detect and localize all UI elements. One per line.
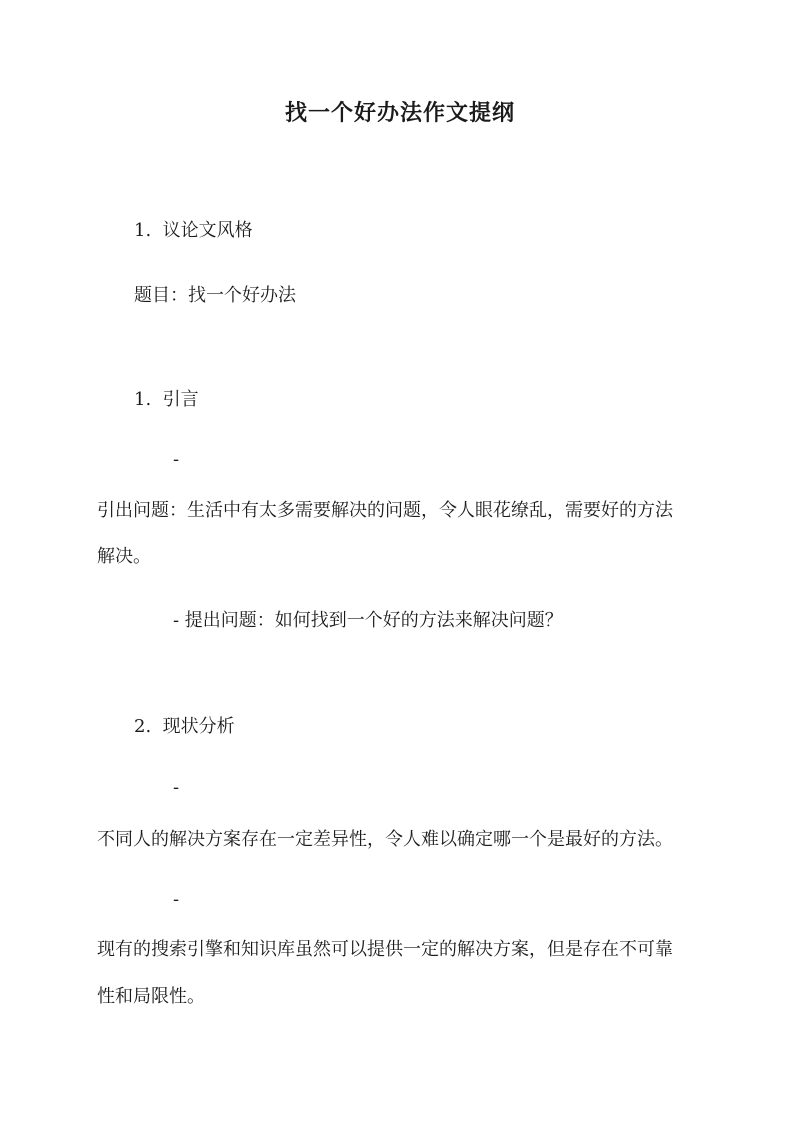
section2-heading-text: 现状分析 [162,716,235,737]
section2-heading [134,714,235,740]
section2-bullet2-dash: - [173,889,180,910]
section1-bullet2: - 提出问题：如何找到一个好的方法来解决问题？ [173,610,563,631]
style-heading-number: 1. [134,220,152,241]
section2-number: 2. [134,716,152,737]
section2-bullet2-line1: 现有的搜索引擎和知识库虽然可以提供一定的解决方案，但是存在不可靠 [97,939,673,960]
document-title: 找一个好办法作文提纲 [284,100,515,126]
section1-bullet1-line1: 引出问题：生活中有太多需要解决的问题，令人眼花缭乱，需要好的方法 [97,500,673,521]
style-heading [134,218,253,244]
topic-line: 题目：找一个好办法 [134,285,296,306]
section1-bullet1-line2: 解决。 [97,546,151,567]
section1-bullet1-dash: - [173,449,180,470]
section1-heading-text: 引言 [162,389,199,410]
section2-bullet2-line2: 性和局限性。 [97,986,205,1007]
style-heading-text: 议论文风格 [162,220,253,241]
section1-heading [134,387,199,413]
section1-number: 1. [134,389,152,410]
section2-bullet1-dash: - [173,777,180,798]
section2-bullet1-text: 不同人的解决方案存在一定差异性，令人难以确定哪一个是最好的方法。 [97,829,673,850]
